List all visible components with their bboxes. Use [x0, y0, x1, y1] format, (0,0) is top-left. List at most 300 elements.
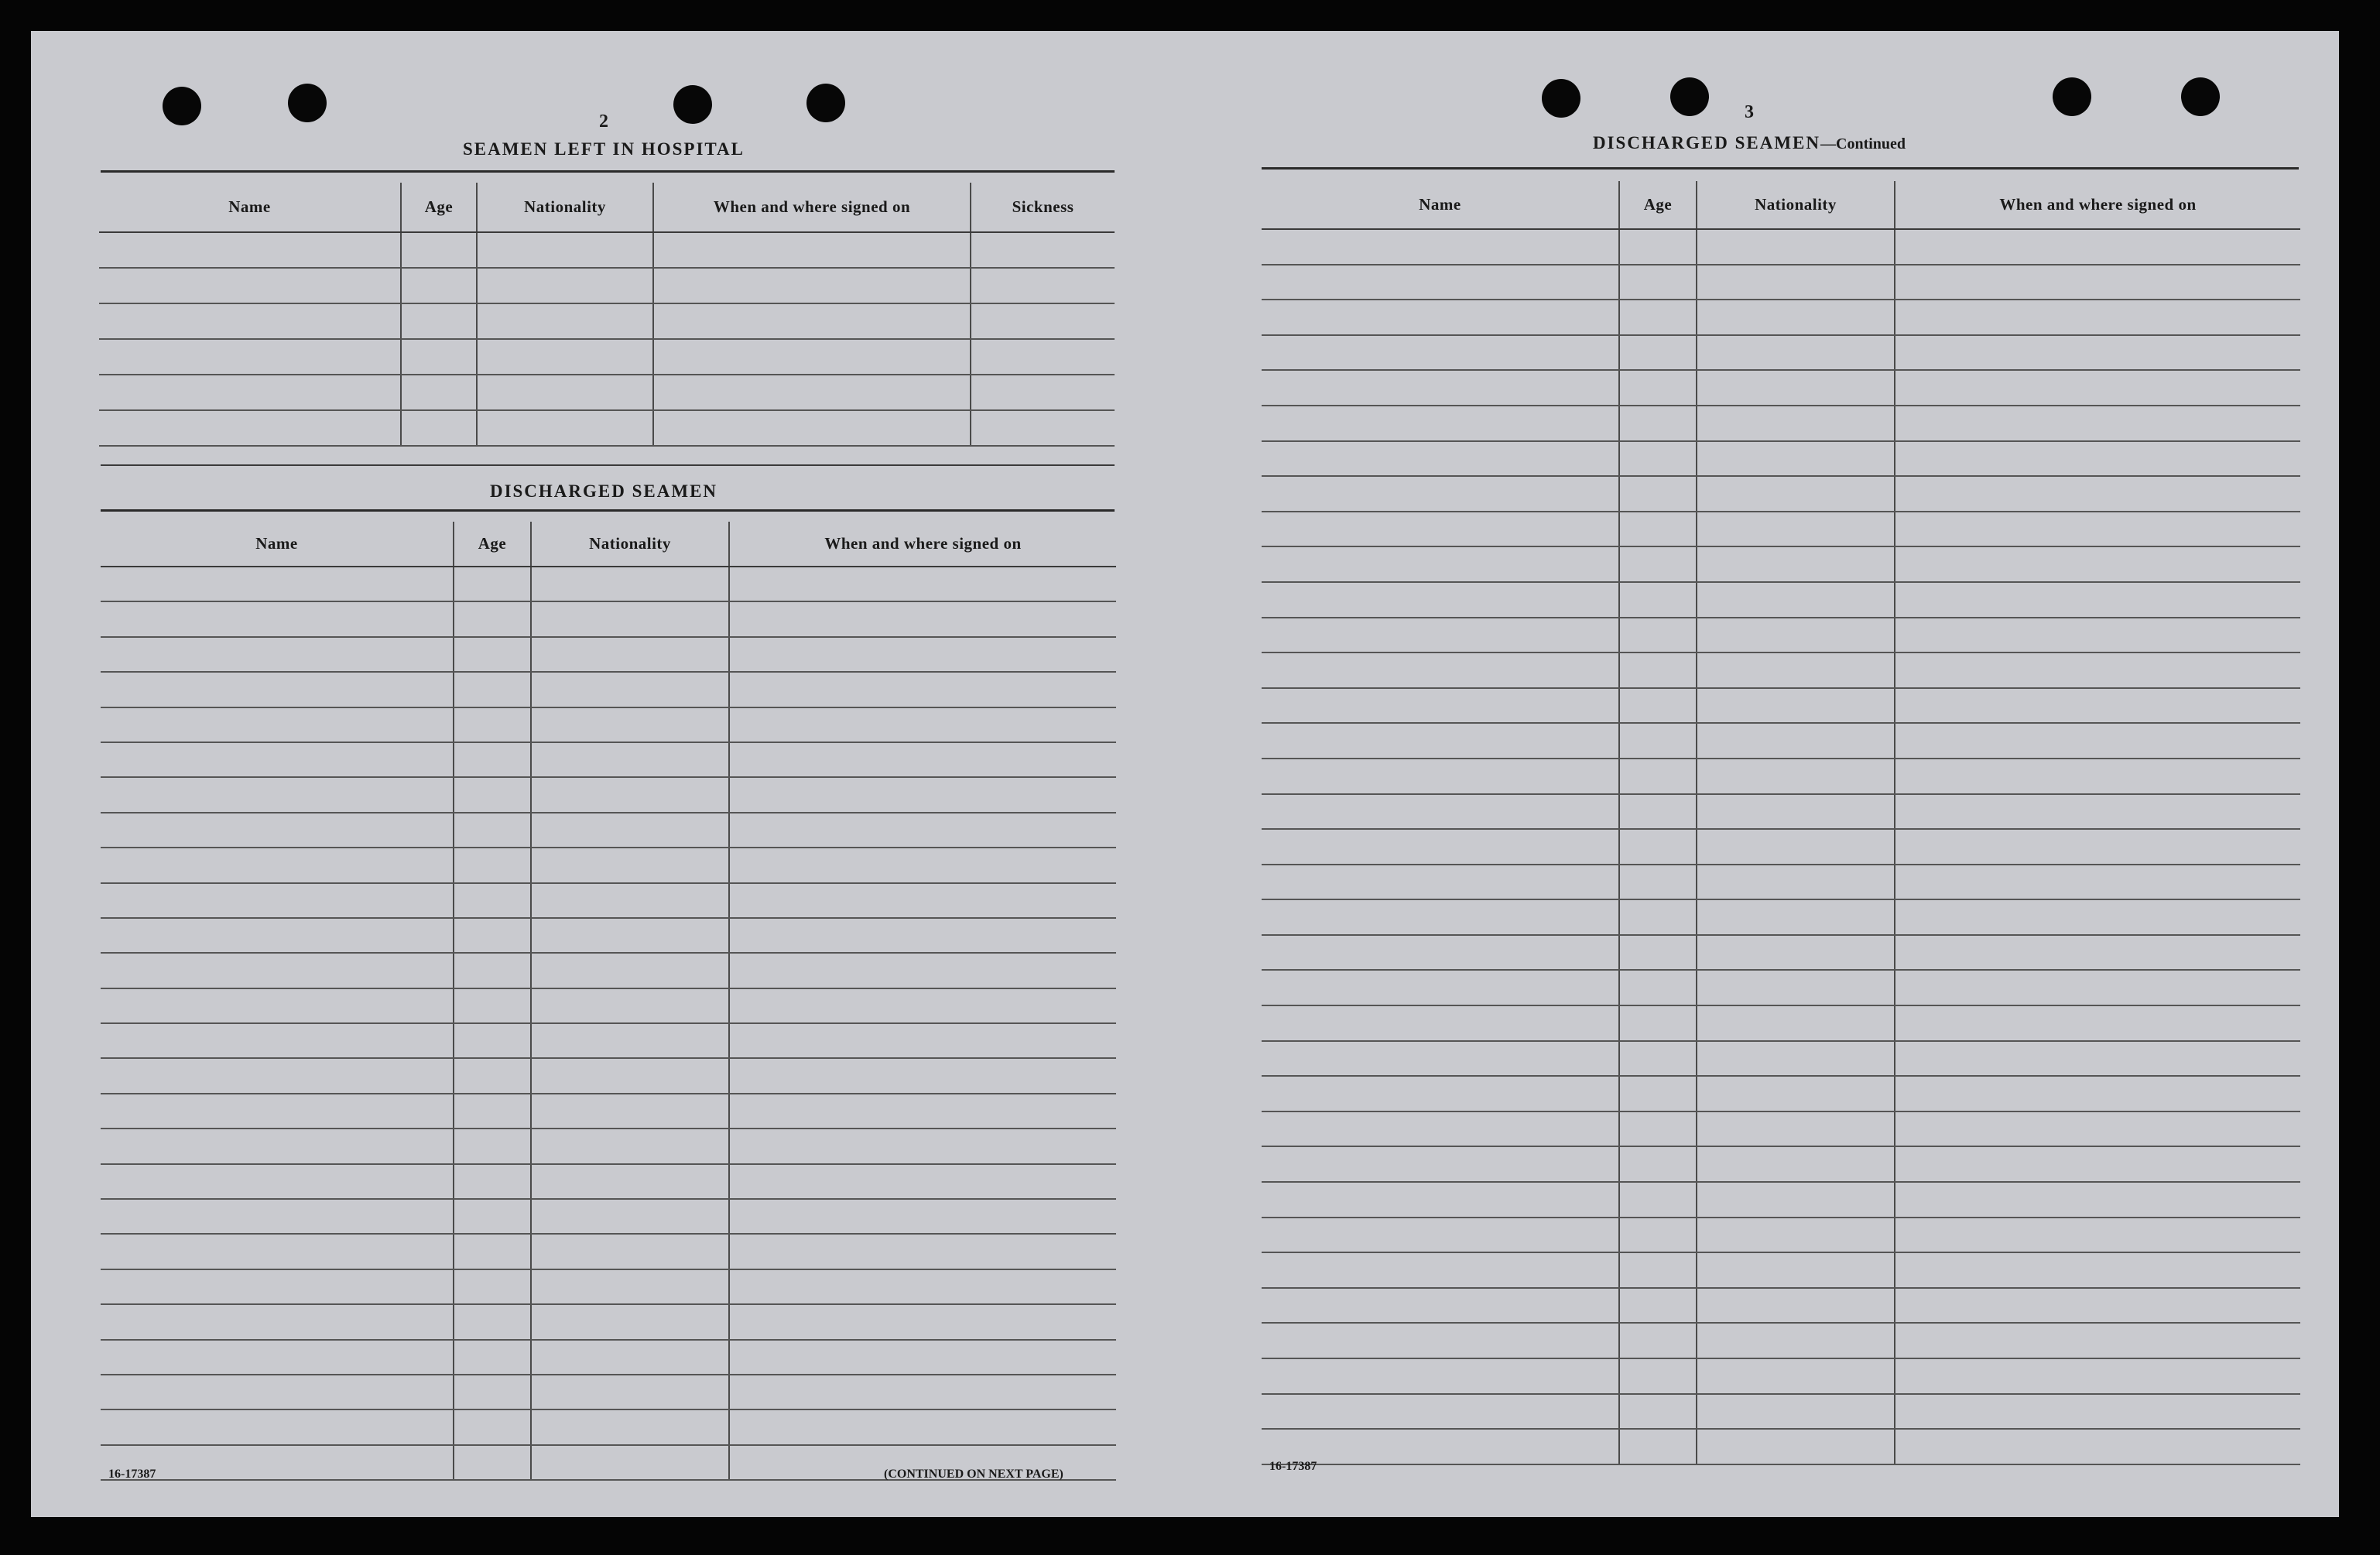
table-row — [101, 1023, 1116, 1058]
blank-cell — [101, 953, 454, 988]
blank-cell — [1895, 512, 2300, 547]
blank-cell — [401, 303, 477, 339]
blank-cell — [1619, 688, 1697, 724]
blank-cell — [101, 601, 454, 636]
column-header: When and where signed on — [653, 183, 971, 232]
blank-cell — [401, 268, 477, 303]
blank-cell — [729, 1409, 1116, 1444]
blank-cell — [454, 1304, 531, 1339]
right-section-title — [1517, 133, 1981, 153]
blank-cell — [1697, 441, 1895, 477]
table-row — [1262, 970, 2300, 1005]
blank-cell — [454, 1094, 531, 1129]
table-row — [101, 1094, 1116, 1129]
table-row — [1262, 1394, 2300, 1430]
left-page — [31, 31, 1176, 1517]
blank-cell — [101, 1199, 454, 1234]
table-row — [101, 672, 1116, 707]
right-section-title-suffix: —Continued — [1820, 135, 1906, 152]
blank-cell — [101, 1164, 454, 1199]
blank-cell — [1619, 829, 1697, 865]
blank-cell — [1262, 512, 1619, 547]
discharged-table — [101, 522, 1116, 1481]
table-row — [1262, 265, 2300, 300]
blank-cell — [1619, 794, 1697, 830]
blank-cell — [1895, 899, 2300, 935]
scanned-document — [31, 31, 2339, 1517]
blank-cell — [531, 918, 729, 953]
blank-cell — [101, 637, 454, 672]
blank-cell — [531, 1375, 729, 1409]
form-number: 16-17387 — [108, 1468, 156, 1481]
blank-cell — [729, 1129, 1116, 1163]
blank-cell — [1619, 229, 1697, 265]
blank-cell — [531, 813, 729, 848]
blank-cell — [1895, 618, 2300, 653]
blank-cell — [531, 1023, 729, 1058]
blank-cell — [1697, 582, 1895, 618]
blank-cell — [1895, 546, 2300, 582]
table-row — [101, 1304, 1116, 1339]
blank-cell — [1619, 1005, 1697, 1041]
table-row — [101, 567, 1116, 601]
blank-cell — [101, 1058, 454, 1093]
blank-cell — [401, 339, 477, 375]
blank-cell — [101, 672, 454, 707]
blank-cell — [1619, 476, 1697, 512]
blank-cell — [1262, 1076, 1619, 1111]
blank-cell — [531, 1269, 729, 1304]
discharged-section-title: DISCHARGED SEAMEN — [489, 481, 718, 501]
blank-cell — [1619, 1429, 1697, 1464]
column-header: Name — [99, 183, 401, 232]
column-header: Nationality — [477, 183, 653, 232]
blank-cell — [454, 1445, 531, 1480]
table-row — [1262, 1288, 2300, 1324]
blank-cell — [99, 410, 401, 446]
table-row — [101, 601, 1116, 636]
blank-cell — [1619, 759, 1697, 794]
blank-cell — [531, 1199, 729, 1234]
blank-cell — [531, 883, 729, 918]
blank-cell — [454, 1129, 531, 1163]
blank-cell — [1619, 335, 1697, 371]
blank-cell — [1895, 370, 2300, 406]
table-row — [1262, 829, 2300, 865]
blank-cell — [454, 742, 531, 777]
blank-cell — [1895, 794, 2300, 830]
blank-cell — [1895, 1394, 2300, 1430]
blank-cell — [729, 1094, 1116, 1129]
blank-cell — [531, 1129, 729, 1163]
table-row — [99, 375, 1115, 410]
blank-cell — [729, 567, 1116, 601]
table-row — [101, 707, 1116, 742]
blank-cell — [1262, 1041, 1619, 1077]
blank-cell — [729, 777, 1116, 812]
blank-cell — [1262, 335, 1619, 371]
blank-cell — [477, 375, 653, 410]
blank-cell — [1895, 335, 2300, 371]
table-row — [1262, 441, 2300, 477]
blank-cell — [1697, 794, 1895, 830]
blank-cell — [1895, 1005, 2300, 1041]
blank-cell — [1619, 1252, 1697, 1288]
blank-cell — [653, 268, 971, 303]
blank-cell — [729, 1199, 1116, 1234]
blank-cell — [477, 339, 653, 375]
table-row — [1262, 794, 2300, 830]
blank-cell — [1697, 1358, 1895, 1394]
table-row — [101, 1058, 1116, 1093]
blank-cell — [1262, 1288, 1619, 1324]
blank-cell — [729, 637, 1116, 672]
blank-cell — [101, 883, 454, 918]
blank-cell — [1697, 1218, 1895, 1253]
table-row — [1262, 1005, 2300, 1041]
blank-cell — [1697, 1041, 1895, 1077]
blank-cell — [1262, 723, 1619, 759]
blank-cell — [101, 707, 454, 742]
form-number: 16-17387 — [1269, 1460, 1317, 1473]
table-row — [1262, 229, 2300, 265]
section-rule — [101, 464, 1115, 466]
blank-cell — [1895, 759, 2300, 794]
blank-cell — [477, 232, 653, 268]
table-row — [101, 1409, 1116, 1444]
blank-cell — [1895, 1323, 2300, 1358]
blank-cell — [454, 1023, 531, 1058]
blank-cell — [401, 410, 477, 446]
blank-cell — [1895, 1041, 2300, 1077]
blank-cell — [653, 232, 971, 268]
blank-cell — [531, 1340, 729, 1375]
blank-cell — [971, 268, 1115, 303]
blank-cell — [1619, 546, 1697, 582]
table-row — [1262, 935, 2300, 971]
blank-cell — [1262, 935, 1619, 971]
blank-cell — [1895, 723, 2300, 759]
blank-cell — [729, 1164, 1116, 1199]
blank-cell — [971, 375, 1115, 410]
blank-cell — [454, 637, 531, 672]
blank-cell — [1697, 476, 1895, 512]
blank-cell — [729, 1375, 1116, 1409]
blank-cell — [729, 1058, 1116, 1093]
blank-cell — [1619, 1323, 1697, 1358]
blank-cell — [1619, 300, 1697, 335]
blank-cell — [454, 1164, 531, 1199]
blank-cell — [454, 672, 531, 707]
blank-cell — [1262, 970, 1619, 1005]
blank-cell — [1619, 1394, 1697, 1430]
blank-cell — [101, 1129, 454, 1163]
blank-cell — [729, 883, 1116, 918]
blank-cell — [729, 1269, 1116, 1304]
blank-cell — [531, 1409, 729, 1444]
table-row — [1262, 865, 2300, 900]
column-header: When and where signed on — [729, 522, 1116, 567]
blank-cell — [531, 1164, 729, 1199]
blank-cell — [1262, 794, 1619, 830]
column-header: Sickness — [971, 183, 1115, 232]
table-row — [1262, 688, 2300, 724]
blank-cell — [101, 1375, 454, 1409]
blank-cell — [1895, 688, 2300, 724]
blank-cell — [971, 339, 1115, 375]
table-row — [101, 883, 1116, 918]
blank-cell — [729, 953, 1116, 988]
table-row — [1262, 1429, 2300, 1464]
table-row — [101, 1199, 1116, 1234]
right-page — [1238, 31, 2337, 1517]
blank-cell — [1697, 723, 1895, 759]
blank-cell — [1895, 1429, 2300, 1464]
blank-cell — [1262, 899, 1619, 935]
blank-cell — [101, 742, 454, 777]
table-row — [1262, 1252, 2300, 1288]
blank-cell — [1262, 1005, 1619, 1041]
blank-cell — [1262, 1218, 1619, 1253]
table-row — [101, 1375, 1116, 1409]
blank-cell — [1262, 265, 1619, 300]
table-row — [101, 777, 1116, 812]
blank-cell — [1697, 229, 1895, 265]
hospital-table — [99, 183, 1115, 447]
blank-cell — [454, 953, 531, 988]
table-row — [101, 1234, 1116, 1269]
blank-cell — [1697, 1429, 1895, 1464]
blank-cell — [1697, 1076, 1895, 1111]
table-header-row — [1262, 181, 2300, 229]
blank-cell — [401, 375, 477, 410]
blank-cell — [1262, 1252, 1619, 1288]
blank-cell — [1895, 829, 2300, 865]
blank-cell — [454, 1375, 531, 1409]
blank-cell — [1619, 899, 1697, 935]
blank-cell — [454, 1058, 531, 1093]
blank-cell — [1895, 300, 2300, 335]
blank-cell — [729, 918, 1116, 953]
blank-cell — [1619, 265, 1697, 300]
blank-cell — [477, 303, 653, 339]
blank-cell — [1262, 370, 1619, 406]
blank-cell — [1619, 441, 1697, 477]
table-row — [1262, 546, 2300, 582]
blank-cell — [1697, 688, 1895, 724]
blank-cell — [1262, 1358, 1619, 1394]
blank-cell — [1697, 512, 1895, 547]
blank-cell — [99, 339, 401, 375]
blank-cell — [1697, 1323, 1895, 1358]
blank-cell — [1895, 406, 2300, 441]
blank-cell — [1697, 1005, 1895, 1041]
table-row — [1262, 1041, 2300, 1077]
table-row — [101, 637, 1116, 672]
column-header: Name — [101, 522, 454, 567]
section-rule — [101, 509, 1115, 512]
blank-cell — [729, 1023, 1116, 1058]
blank-cell — [101, 1234, 454, 1269]
blank-cell — [101, 988, 454, 1023]
blank-cell — [101, 848, 454, 882]
blank-cell — [531, 777, 729, 812]
blank-cell — [1262, 688, 1619, 724]
blank-cell — [729, 1234, 1116, 1269]
blank-cell — [101, 813, 454, 848]
blank-cell — [1619, 1041, 1697, 1077]
blank-cell — [101, 777, 454, 812]
table-row — [1262, 406, 2300, 441]
blank-cell — [1619, 406, 1697, 441]
blank-cell — [1619, 1288, 1697, 1324]
blank-cell — [531, 742, 729, 777]
blank-cell — [1895, 652, 2300, 688]
blank-cell — [1619, 865, 1697, 900]
table-row — [99, 303, 1115, 339]
blank-cell — [1895, 1288, 2300, 1324]
table-row — [1262, 1358, 2300, 1394]
column-header: Age — [1619, 181, 1697, 229]
blank-cell — [101, 1409, 454, 1444]
table-row — [99, 410, 1115, 446]
right-section-title-main: DISCHARGED SEAMEN — [1592, 133, 1821, 152]
blank-cell — [1262, 300, 1619, 335]
blank-cell — [1619, 1358, 1697, 1394]
blank-cell — [454, 1409, 531, 1444]
blank-cell — [531, 848, 729, 882]
blank-cell — [1697, 759, 1895, 794]
blank-cell — [531, 953, 729, 988]
blank-cell — [1697, 935, 1895, 971]
blank-cell — [101, 1094, 454, 1129]
blank-cell — [1895, 582, 2300, 618]
continued-note: (CONTINUED ON NEXT PAGE) — [884, 1468, 1063, 1481]
blank-cell — [729, 707, 1116, 742]
blank-cell — [531, 707, 729, 742]
blank-cell — [1619, 370, 1697, 406]
blank-cell — [971, 410, 1115, 446]
column-header: Age — [401, 183, 477, 232]
blank-cell — [531, 1234, 729, 1269]
blank-cell — [1262, 406, 1619, 441]
table-row — [1262, 1076, 2300, 1111]
blank-cell — [531, 1304, 729, 1339]
blank-cell — [531, 988, 729, 1023]
blank-cell — [1697, 1182, 1895, 1218]
blank-cell — [454, 813, 531, 848]
blank-cell — [1895, 1111, 2300, 1147]
table-row — [101, 918, 1116, 953]
table-row — [101, 1269, 1116, 1304]
blank-cell — [454, 918, 531, 953]
blank-cell — [454, 1340, 531, 1375]
blank-cell — [531, 1094, 729, 1129]
blank-cell — [1619, 1146, 1697, 1182]
table-row — [1262, 899, 2300, 935]
blank-cell — [1697, 1146, 1895, 1182]
blank-cell — [1262, 829, 1619, 865]
blank-cell — [1262, 865, 1619, 900]
blank-cell — [1895, 229, 2300, 265]
blank-cell — [477, 268, 653, 303]
table-row — [1262, 723, 2300, 759]
blank-cell — [1697, 1111, 1895, 1147]
blank-cell — [1619, 1218, 1697, 1253]
table-row — [1262, 476, 2300, 512]
blank-cell — [1895, 265, 2300, 300]
blank-cell — [531, 672, 729, 707]
blank-cell — [1895, 1182, 2300, 1218]
table-row — [101, 813, 1116, 848]
blank-cell — [1895, 1358, 2300, 1394]
blank-cell — [1619, 652, 1697, 688]
table-row — [101, 1340, 1116, 1375]
blank-cell — [653, 339, 971, 375]
blank-cell — [99, 375, 401, 410]
blank-cell — [1262, 1182, 1619, 1218]
blank-cell — [531, 1058, 729, 1093]
blank-cell — [1619, 618, 1697, 653]
table-row — [101, 988, 1116, 1023]
blank-cell — [1262, 229, 1619, 265]
blank-cell — [1262, 1146, 1619, 1182]
blank-cell — [1895, 865, 2300, 900]
table-row — [1262, 1111, 2300, 1147]
blank-cell — [1697, 1252, 1895, 1288]
blank-cell — [1697, 1288, 1895, 1324]
blank-cell — [1895, 970, 2300, 1005]
blank-cell — [1697, 546, 1895, 582]
blank-cell — [454, 567, 531, 601]
blank-cell — [1262, 652, 1619, 688]
blank-cell — [729, 672, 1116, 707]
blank-cell — [1697, 865, 1895, 900]
blank-cell — [1262, 1394, 1619, 1430]
blank-cell — [729, 813, 1116, 848]
page-number: 2 — [599, 111, 608, 132]
blank-cell — [101, 1023, 454, 1058]
blank-cell — [101, 1304, 454, 1339]
blank-cell — [1619, 512, 1697, 547]
blank-cell — [1895, 1252, 2300, 1288]
table-row — [101, 1164, 1116, 1199]
page-number: 3 — [1745, 102, 1754, 122]
column-header: Name — [1262, 181, 1619, 229]
blank-cell — [1262, 582, 1619, 618]
table-row — [101, 1129, 1116, 1163]
table-row — [99, 232, 1115, 268]
blank-cell — [454, 707, 531, 742]
table-row — [99, 339, 1115, 375]
blank-cell — [454, 1269, 531, 1304]
table-row — [1262, 618, 2300, 653]
blank-cell — [454, 883, 531, 918]
blank-cell — [1697, 829, 1895, 865]
column-header: Age — [454, 522, 531, 567]
blank-cell — [729, 988, 1116, 1023]
blank-cell — [1619, 935, 1697, 971]
blank-cell — [531, 637, 729, 672]
column-header: Nationality — [1697, 181, 1895, 229]
blank-cell — [1697, 370, 1895, 406]
blank-cell — [729, 742, 1116, 777]
blank-cell — [1895, 476, 2300, 512]
blank-cell — [729, 848, 1116, 882]
blank-cell — [653, 410, 971, 446]
blank-cell — [1697, 970, 1895, 1005]
blank-cell — [99, 268, 401, 303]
